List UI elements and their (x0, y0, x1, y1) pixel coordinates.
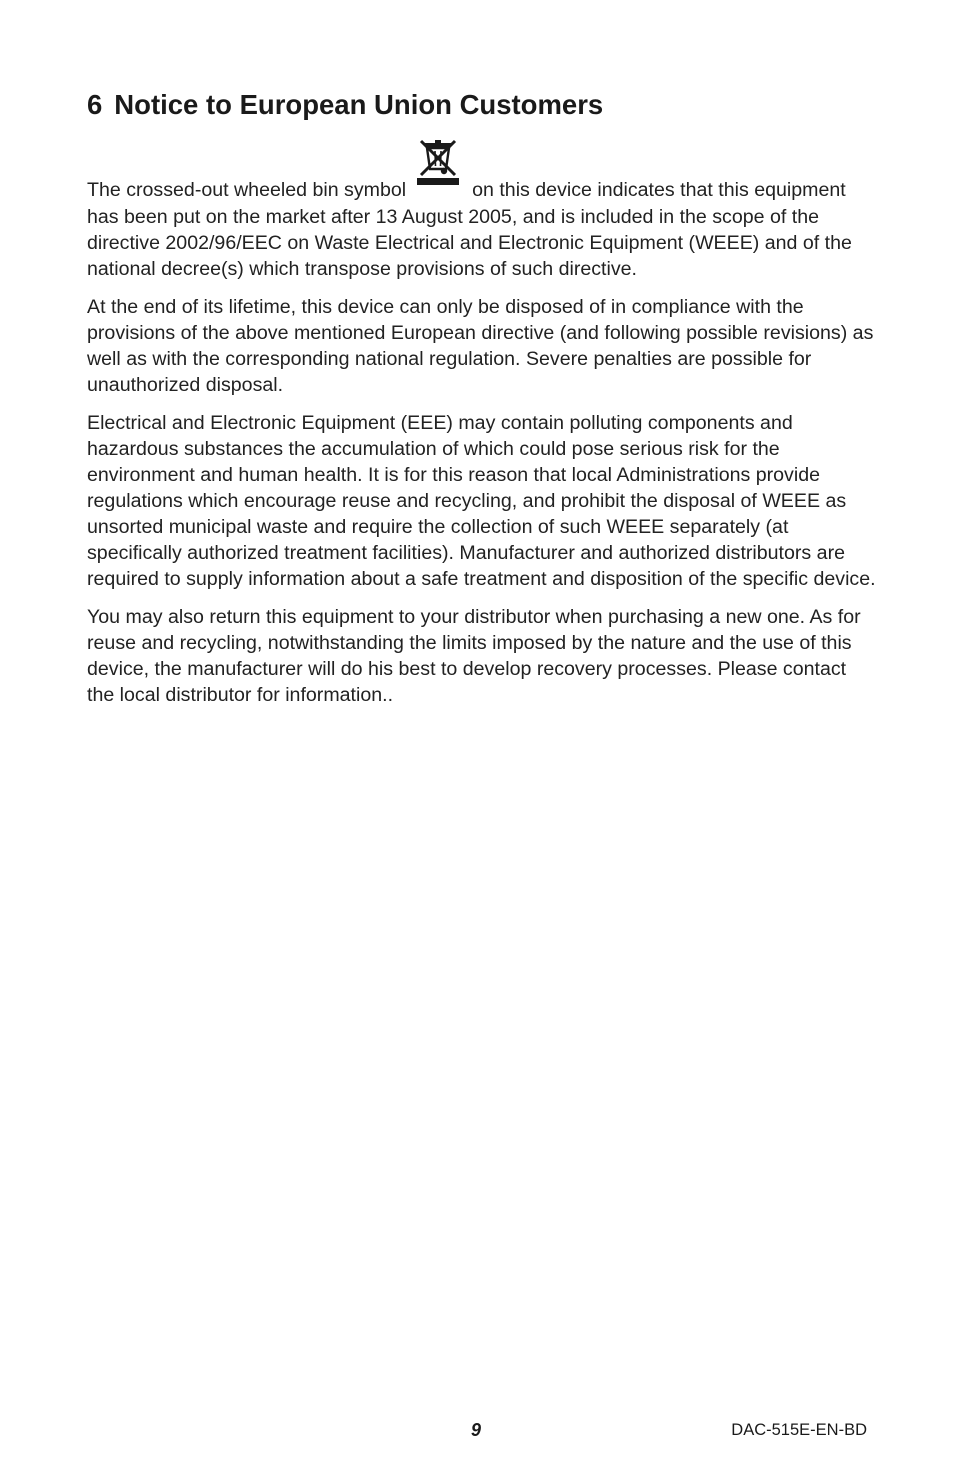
page-content (87, 88, 877, 720)
document-code: DAC-515E-EN-BD (731, 1421, 867, 1439)
paragraph-weee-symbol (87, 156, 877, 282)
paragraph-eee-hazards: Electrical and Electronic Equipment (EEE) may contain polluting components and hazardous substances the accumulation of which could pose serious risk for the environment and human health. It is for this reason that local Administrations provide regulations which encourage reuse and recycling, and prohibit the disposal of WEEE as unsorted municipal waste and require the collection of such WEEE separately (at specifically authorized treatment facilities). Manufacturer and authorized distributors are required to supply information about a safe treatment and disposition of the specific device. (87, 412, 876, 590)
paragraph-1-body: on this device indicates that this equipment has been put on the market after 13 August 2005, and is included in the scope of the directive 2002/96/EEC on Waste Electrical and Electronic Equipment (WEEE) and of the national decree(s) which transpose provisions of such directive. (87, 179, 852, 280)
section-title: Notice to European Union Customers (114, 89, 604, 120)
paragraph-1-lead: The crossed-out wheeled bin symbol (87, 179, 407, 201)
paragraph-return-equipment: You may also return this equipment to your distributor when purchasing a new one. As for reuse and recycling, notwithstanding the limits imposed by the nature and the use of this device, the manufacturer will do his best to develop recovery processes. Please contact the local distributor for information.. (87, 606, 861, 706)
page-number: 9 (471, 1420, 482, 1440)
page-footer (0, 1418, 954, 1442)
section-heading (87, 88, 877, 122)
crossed-out-wheeled-bin-icon (416, 156, 460, 204)
paragraph-disposal: At the end of its lifetime, this device can only be disposed of in compliance with the provisions of the above mentioned European directive (and following possible revisions) as well as with the corresponding national regulation. Severe penalties are possible for unauthorized disposal. (87, 296, 874, 396)
section-number: 6 (87, 89, 103, 120)
